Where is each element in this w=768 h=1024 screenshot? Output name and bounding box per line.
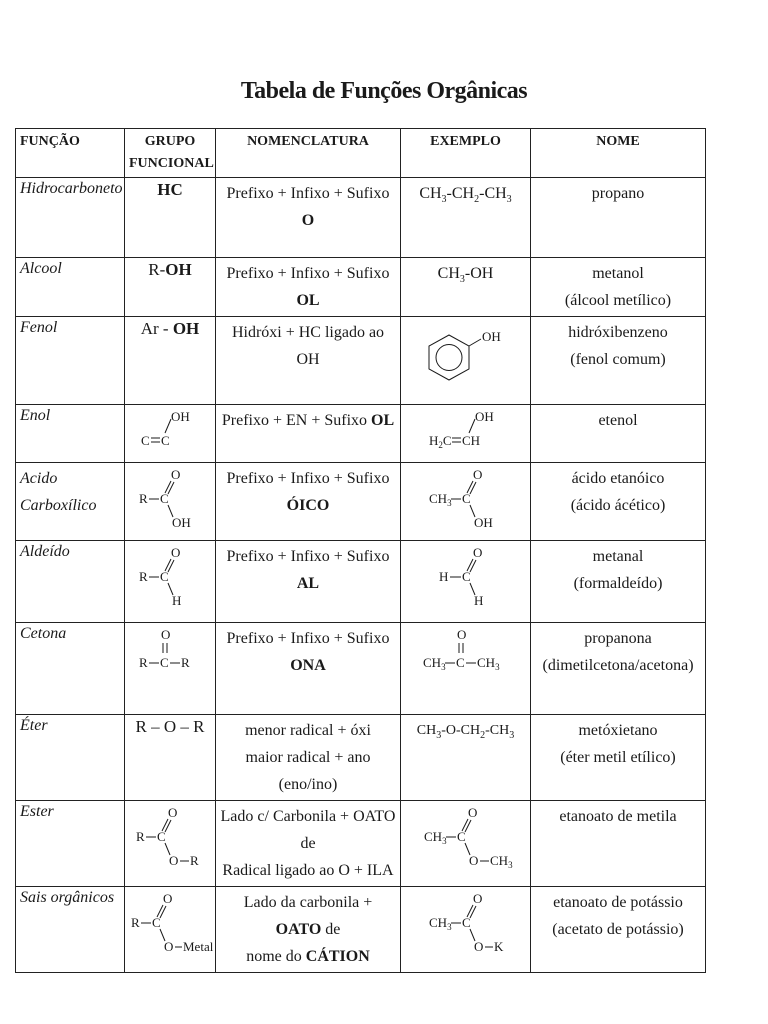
nome-cell [531,258,706,317]
exemplo-cell [401,715,531,801]
atom-label: C [152,915,161,930]
atom-label: CH [461,433,480,448]
exemplo-formula: $CH_3-O-CH_2-CH_3$ [416,723,515,741]
atom-label: O [169,853,179,868]
atom-label: H [172,593,182,608]
nomenclatura-text: Prefixo + EN + Sufixo [221,412,372,429]
nome-cell [531,463,706,541]
atom-label: R [139,569,148,584]
funcao-cell: Fenol [16,317,125,405]
nomenclatura-cell [216,317,401,405]
grupo-cell [125,541,216,623]
funcao-text: Acido [20,470,58,487]
bond [469,339,481,346]
table-row [16,541,706,623]
exemplo-cell [401,541,531,623]
table-row [16,801,706,887]
nomenclatura-text: Lado c/ Carbonila + OATO de [220,808,396,852]
nome-text-secondary: (éter metil etílico) [560,749,676,766]
funcao-cell [16,463,125,541]
exemplo-cell [401,463,531,541]
atom-label: R [139,655,148,670]
nome-cell [531,715,706,801]
grupo-text: R – O – R [135,717,205,736]
double-bond [465,820,471,832]
grupo-cell [125,715,216,801]
funcao-cell: Ester [16,801,125,887]
funcao-cell: Aldeído [16,541,125,623]
double-bond [168,482,174,494]
nome-text-secondary: (fenol comum) [570,351,666,368]
exemplo-cell [401,178,531,258]
ketone-group-structure [135,625,205,675]
nomenclatura-cell [216,258,401,317]
nome-cell [531,541,706,623]
nome-text: ácido etanóico [571,470,665,487]
funcao-cell: Sais orgânicos [16,887,125,973]
atom-label: O [164,939,174,954]
nomenclatura-cell [216,887,401,973]
exemplo-cell [401,405,531,463]
double-bond [160,906,166,918]
nome-text-secondary: (ácido ácético) [570,497,666,514]
table-row [16,623,706,715]
atom-label: $CH_3$ [476,655,500,672]
atom-label: OH [474,409,494,424]
exemplo-cell [401,801,531,887]
grupo-cell [125,258,216,317]
atom-label: C [461,915,471,930]
funcao-cell: Alcool [16,258,125,317]
nomenclatura-cell [216,463,401,541]
nome-text: metanol [592,265,644,282]
atom-label: C [461,491,471,506]
nomenclatura-cell [216,715,401,801]
nomenclatura-bold: OL [371,412,395,429]
funcao-cell: Éter [16,715,125,801]
grupo-cell [125,463,216,541]
grupo-cell [125,178,216,258]
table-row [16,178,706,258]
nomenclatura-bold: ÓICO [286,497,330,514]
atom-label: R [139,491,148,506]
nomenclatura-cell [216,623,401,715]
atom-label: $CH_3$ [422,655,446,672]
bond [469,419,475,433]
atom-label: H [438,569,448,584]
funcao-cell: Enol [16,405,125,463]
nome-text-secondary: (acetato de potássio) [552,921,684,938]
aldehyde-group-structure [135,543,205,611]
exemplo-cell [401,623,531,715]
atom-label: $CH_3$ [423,829,447,846]
nomenclatura-text: Prefixo + Infixo + Sufixo [226,185,390,202]
nomenclatura-cell [216,178,401,258]
atom-label: O [163,891,173,906]
atom-label: C [160,655,169,670]
header-grupo: GRUPO FUNCIONAL [125,129,216,178]
header-funcao: FUNÇÃO [16,129,125,178]
nomenclatura-text-tail: de [321,921,341,938]
table-row [16,317,706,405]
nomenclatura-cell [216,405,401,463]
atom-label: C [461,569,471,584]
nomenclatura-text-secondary: maior radical + ano (eno/ino) [245,749,371,793]
bond [165,419,171,433]
table-row [16,887,706,973]
atom-label: O [472,545,482,560]
double-bond [470,482,476,494]
table-row [16,463,706,541]
nome-text: propano [591,185,645,202]
nome-cell [531,801,706,887]
exemplo-formula: $CH_3-OH$ [437,265,494,286]
nomenclatura-text: Hidróxi + HC ligado ao OH [231,324,385,368]
nomenclatura-bold-line2: CÁTION [305,948,370,965]
atom-label: O [472,467,482,482]
benzene-ring [429,335,469,380]
exemplo-cell [401,258,531,317]
atom-label: O [171,467,181,482]
nome-text: etanoato de metila [559,808,677,825]
grupo-cell [125,317,216,405]
nome-text: metóxietano [578,722,658,739]
exemplo-formula: $CH_3-CH_2-CH_3$ [419,185,512,206]
atom-label: O [171,545,181,560]
funcao-text-secondary: Carboxílico [20,497,97,514]
atom-label: K [493,939,503,954]
exemplo-cell [401,317,531,405]
funcao-cell: Cetona [16,623,125,715]
atom-label: $H_2C$ [428,433,452,450]
atom-label: OH [481,329,501,344]
nomenclatura-bold: AL [296,575,320,592]
potassium-acetate-structure [421,889,511,957]
nome-text: etanoato de potássio [553,894,683,911]
atom-label: C [161,433,170,448]
atom-label: $CH_3$ [428,491,452,508]
nomenclatura-text-secondary: Radical ligado ao O + ILA [222,862,394,879]
nome-cell [531,317,706,405]
nome-text: propanona [584,630,652,647]
nomenclatura-text: Prefixo + Infixo + Sufixo [226,548,390,565]
enol-example-structure [421,407,511,453]
grupo-cell [125,623,216,715]
atom-label: O [467,805,477,820]
atom-label: C [157,829,166,844]
atom-label: $CH_3$ [428,915,452,932]
atom-label: C [456,829,466,844]
carboxylic-group-structure [135,465,205,533]
atom-label: C [455,655,465,670]
grupo-cell [125,801,216,887]
nomenclatura-text: Prefixo + Infixo + Sufixo [226,630,390,647]
atom-label: O [473,939,483,954]
nome-text: etenol [598,412,638,429]
salt-group-structure [129,889,213,957]
atom-label: OH [473,515,493,530]
atom-label: H [473,593,483,608]
acetic-acid-structure [421,465,511,533]
header-exemplo: EXEMPLO [401,129,531,178]
aromatic-circle [436,345,462,371]
phenol-structure [421,319,511,397]
atom-label: O [168,805,178,820]
nome-cell [531,887,706,973]
enol-group-structure [135,407,205,453]
nome-cell [531,178,706,258]
header-nomenclatura: NOMENCLATURA [216,129,401,178]
page-title: Tabela de Funções Orgânicas [240,78,528,104]
atom-label: O [468,853,478,868]
grupo-cell [125,405,216,463]
nomenclatura-cell [216,801,401,887]
methyl-acetate-structure [416,803,516,871]
table-row [16,405,706,463]
atom-label: Metal [183,939,214,954]
atom-label: C [141,433,150,448]
nome-cell [531,623,706,715]
atom-label: OH [172,515,191,530]
ester-group-structure [132,803,208,871]
nomenclatura-bold: ONA [290,657,326,674]
table-row [16,258,706,317]
nome-text-secondary: (formaldeído) [573,575,663,592]
double-bond [168,560,174,572]
grupo-text: R- [148,260,166,279]
atom-label: R [131,915,140,930]
atom-label: R [190,853,199,868]
atom-label: O [456,627,466,642]
nome-text: metanal [592,548,644,565]
atom-label: OH [171,409,190,424]
atom-label: O [472,891,482,906]
grupo-bold: OH [165,260,192,279]
nomenclatura-text: Prefixo + Infixo + Sufixo [226,470,390,487]
nomenclatura-bold: OATO [275,921,322,938]
exemplo-cell [401,887,531,973]
header-nome: NOME [531,129,706,178]
organic-functions-table [15,128,706,973]
nomenclatura-text: Lado da carbonila + [243,894,373,911]
atom-label: C [160,491,169,506]
atom-label: R [136,829,145,844]
nome-text-secondary: (álcool metílico) [564,292,672,309]
table-row [16,715,706,801]
grupo-text: Ar - [140,319,173,338]
nome-text: hidróxibenzeno [568,324,668,341]
double-bond [470,906,476,918]
double-bond [165,820,171,832]
double-bond [470,560,476,572]
nomenclatura-text: menor radical + óxi [245,722,371,739]
acetone-structure [421,625,511,675]
nome-cell [531,405,706,463]
atom-label: R [181,655,190,670]
header-row [16,129,706,178]
grupo-cell [125,887,216,973]
nomenclatura-text-line2: nome do [246,948,306,965]
funcao-cell: Hidrocarboneto [16,178,125,258]
grupo-bold: OH [172,319,200,338]
nome-text-secondary: (dimetilcetona/acetona) [542,657,694,674]
formaldehyde-structure [421,543,511,611]
nomenclatura-cell [216,541,401,623]
atom-label: C [160,569,169,584]
grupo-text: HC [157,180,183,199]
atom-label: $CH_3$ [489,853,513,870]
nomenclatura-bold: O [301,212,315,229]
nomenclatura-text: Prefixo + Infixo + Sufixo [226,265,390,282]
atom-label: O [161,627,171,642]
nomenclatura-bold: OL [296,292,320,309]
